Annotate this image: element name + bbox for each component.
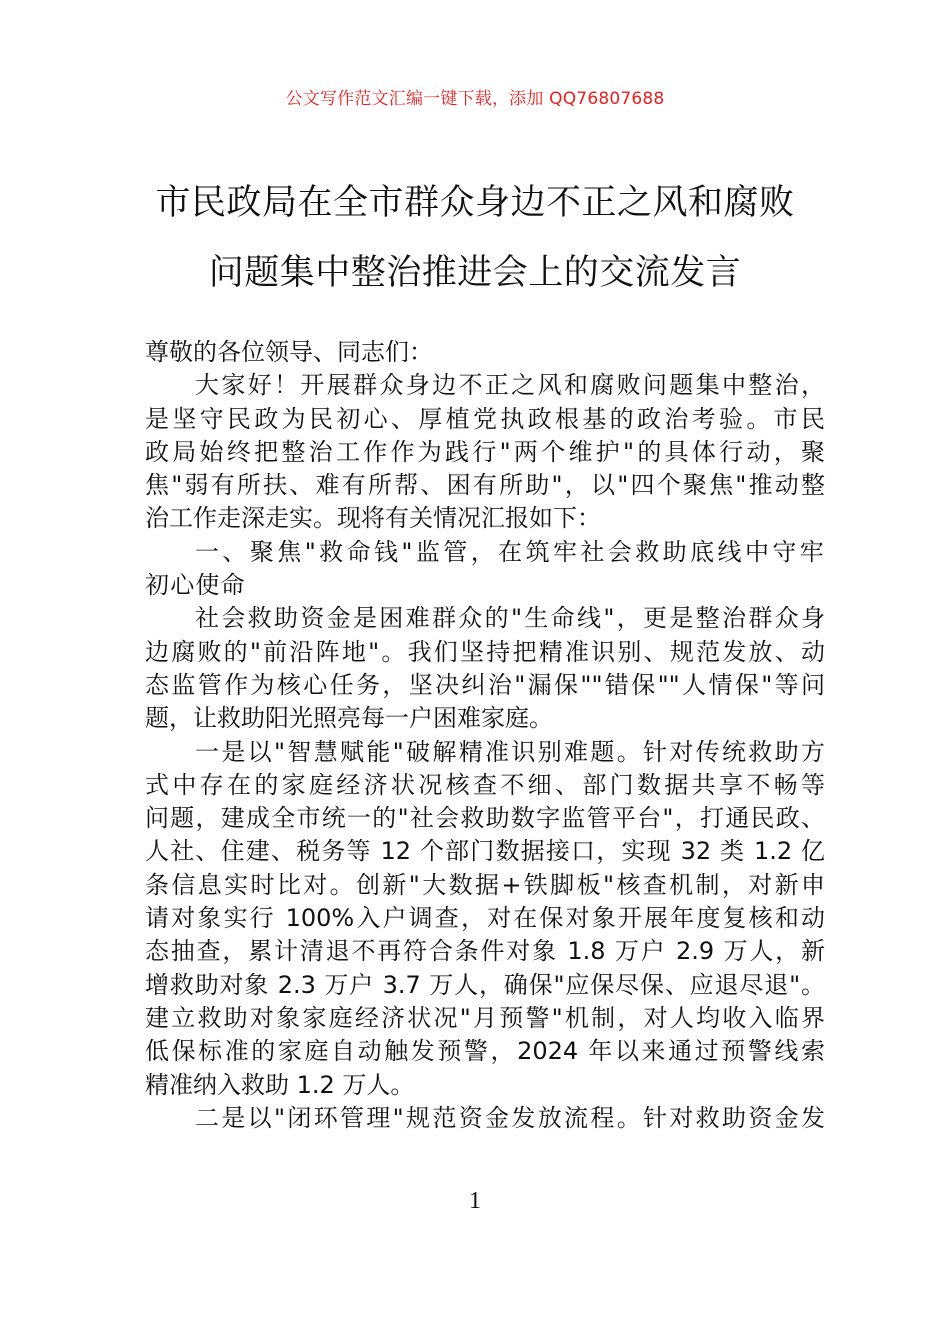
text-line: 问题，建成全市统一的"社会救助数字监管平台"，打通民政、 — [145, 804, 825, 833]
text-line: 政局始终把整治工作作为践行"两个维护"的具体行动，聚 — [145, 437, 825, 466]
text-line: 大家好！开展群众身边不正之风和腐败问题集中整治， — [195, 371, 825, 400]
text-line: 是坚守民政为民初心、厚植党执政根基的政治考验。市民 — [145, 404, 825, 433]
text-line: 一是以"智慧赋能"破解精准识别难题。针对传统救助方 — [195, 737, 825, 766]
text-line: 治工作走深走实。现将有关情况汇报如下： — [145, 504, 601, 533]
text-line: 边腐败的"前沿阵地"。我们坚持把精准识别、规范发放、动 — [145, 637, 825, 666]
document-title-line-1: 市民政局在全市群众身边不正之风和腐败 — [155, 183, 795, 223]
text-line: 请对象实行 100%入户调查，对在保对象开展年度复核和动 — [145, 904, 825, 933]
header-promo-note: 公文写作范文汇编一键下载，添加 QQ76807688 — [285, 89, 665, 109]
text-line: 式中存在的家庭经济状况核查不细、部门数据共享不畅等 — [145, 770, 825, 799]
text-line: 低保标准的家庭自动触发预警，2024 年以来通过预警线索 — [145, 1037, 825, 1066]
text-line: 题，让救助阳光照亮每一户困难家庭。 — [145, 704, 553, 733]
text-line: 条信息实时比对。创新"大数据+铁脚板"核查机制，对新申 — [145, 870, 825, 899]
text-line: 态监管作为核心任务，坚决纠治"漏保""错保""人情保"等问 — [145, 670, 825, 699]
text-line: 人社、住建、税务等 12 个部门数据接口，实现 32 类 1.2 亿 — [145, 837, 825, 866]
text-line: 二是以"闭环管理"规范资金发放流程。针对救助资金发 — [195, 1103, 825, 1132]
paragraph-closed-loop — [145, 1102, 825, 1135]
heading-line: 初心使命 — [145, 571, 246, 600]
text-line: 社会救助资金是困难群众的"生命线"，更是整治群众身 — [195, 604, 825, 633]
salutation: 尊敬的各位领导、同志们： — [145, 338, 433, 366]
paragraph-smart-empowerment — [145, 736, 825, 1102]
text-line: 增救助对象 2.3 万户 3.7 万人，确保"应保尽保、应退尽退"。 — [145, 970, 825, 999]
section-heading-1 — [145, 536, 825, 603]
paragraph-relief-funds — [145, 602, 825, 735]
paragraph-intro — [145, 369, 825, 535]
text-line: 态抽查，累计清退不再符合条件对象 1.8 万户 2.9 万人，新 — [145, 937, 825, 966]
text-line: 精准纳入救助 1.2 万人。 — [145, 1070, 415, 1099]
document-title-line-2: 问题集中整治推进会上的交流发言 — [208, 253, 742, 293]
document-body — [145, 336, 825, 1135]
page-number: 1 — [469, 1188, 481, 1214]
text-line: 焦"弱有所扶、难有所帮、困有所助"，以"四个聚焦"推动整 — [145, 471, 825, 500]
text-line: 建立救助对象家庭经济状况"月预警"机制，对人均收入临界 — [145, 1003, 825, 1032]
heading-line: 一、聚焦"救命钱"监管，在筑牢社会救助底线中守牢 — [195, 537, 825, 566]
